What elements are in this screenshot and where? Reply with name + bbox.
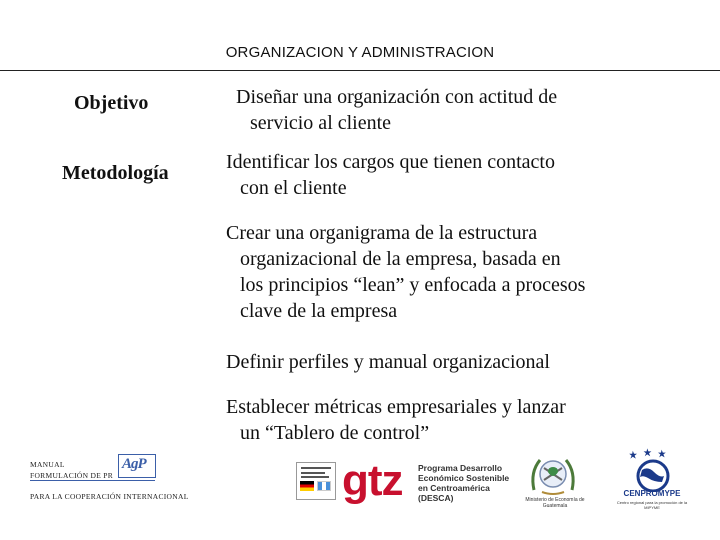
method-item bbox=[226, 394, 666, 446]
desca-logo-line: (DESCA) bbox=[418, 493, 454, 503]
footer-divider bbox=[30, 480, 155, 481]
footer-cooperacion-text: PARA LA COOPERACIÓN INTERNACIONAL bbox=[30, 492, 189, 501]
cenpromype-subtitle: Centro regional para la promoción de la MIPYME bbox=[616, 500, 688, 510]
logo-line bbox=[301, 467, 331, 469]
agp-logo bbox=[118, 454, 156, 478]
header-divider bbox=[0, 70, 720, 71]
agp-logo-text: AgP bbox=[122, 456, 146, 472]
footer-formulacion-text: FORMULACIÓN DE PR bbox=[30, 471, 114, 480]
logo-line bbox=[301, 476, 329, 478]
cenpromype-logo-text: CENPROMYPE bbox=[623, 489, 681, 498]
objective-item bbox=[236, 84, 676, 136]
footer-manual-text: MANUAL bbox=[30, 460, 65, 469]
germany-flag-icon bbox=[300, 481, 314, 491]
desca-logo-line: Económico Sostenible bbox=[418, 473, 510, 483]
gtz-logo: gtz bbox=[342, 456, 403, 505]
item-line: Establecer métricas empresariales y lanzar bbox=[226, 396, 566, 418]
label-objetivo: Objetivo bbox=[74, 92, 149, 114]
method-item bbox=[226, 220, 666, 324]
method-item bbox=[226, 349, 666, 375]
desca-logo-line: Programa Desarrollo bbox=[418, 463, 503, 473]
item-line: Crear una organigrama de la estructura bbox=[226, 222, 538, 244]
guatemala-coat-of-arms-icon bbox=[526, 450, 580, 498]
item-line: servicio al cliente bbox=[250, 112, 392, 134]
item-line: Identificar los cargos que tienen contacto bbox=[226, 151, 555, 173]
logo-line bbox=[301, 472, 325, 474]
label-metodologia: Metodología bbox=[62, 162, 169, 184]
item-line: los principios “lean” y enfocada a procesos bbox=[240, 274, 586, 296]
item-line: un “Tablero de control” bbox=[240, 422, 430, 444]
desca-logo-line: en Centroamérica bbox=[418, 483, 490, 493]
guatemala-flag-icon bbox=[317, 481, 331, 491]
item-line: con el cliente bbox=[240, 177, 347, 199]
cooperacion-alemana-logo bbox=[296, 462, 336, 500]
page-title: ORGANIZACION Y ADMINISTRACION bbox=[225, 44, 495, 61]
item-line: Definir perfiles y manual organizacional bbox=[226, 351, 550, 373]
item-line: organizacional de la empresa, basada en bbox=[240, 248, 561, 270]
method-item bbox=[226, 149, 666, 201]
ministerio-logo-text: Ministerio de Economía de Guatemala bbox=[525, 497, 585, 509]
cenpromype-logo-icon bbox=[616, 446, 690, 492]
item-line: clave de la empresa bbox=[240, 300, 398, 322]
item-line: Diseñar una organización con actitud de bbox=[236, 86, 558, 108]
